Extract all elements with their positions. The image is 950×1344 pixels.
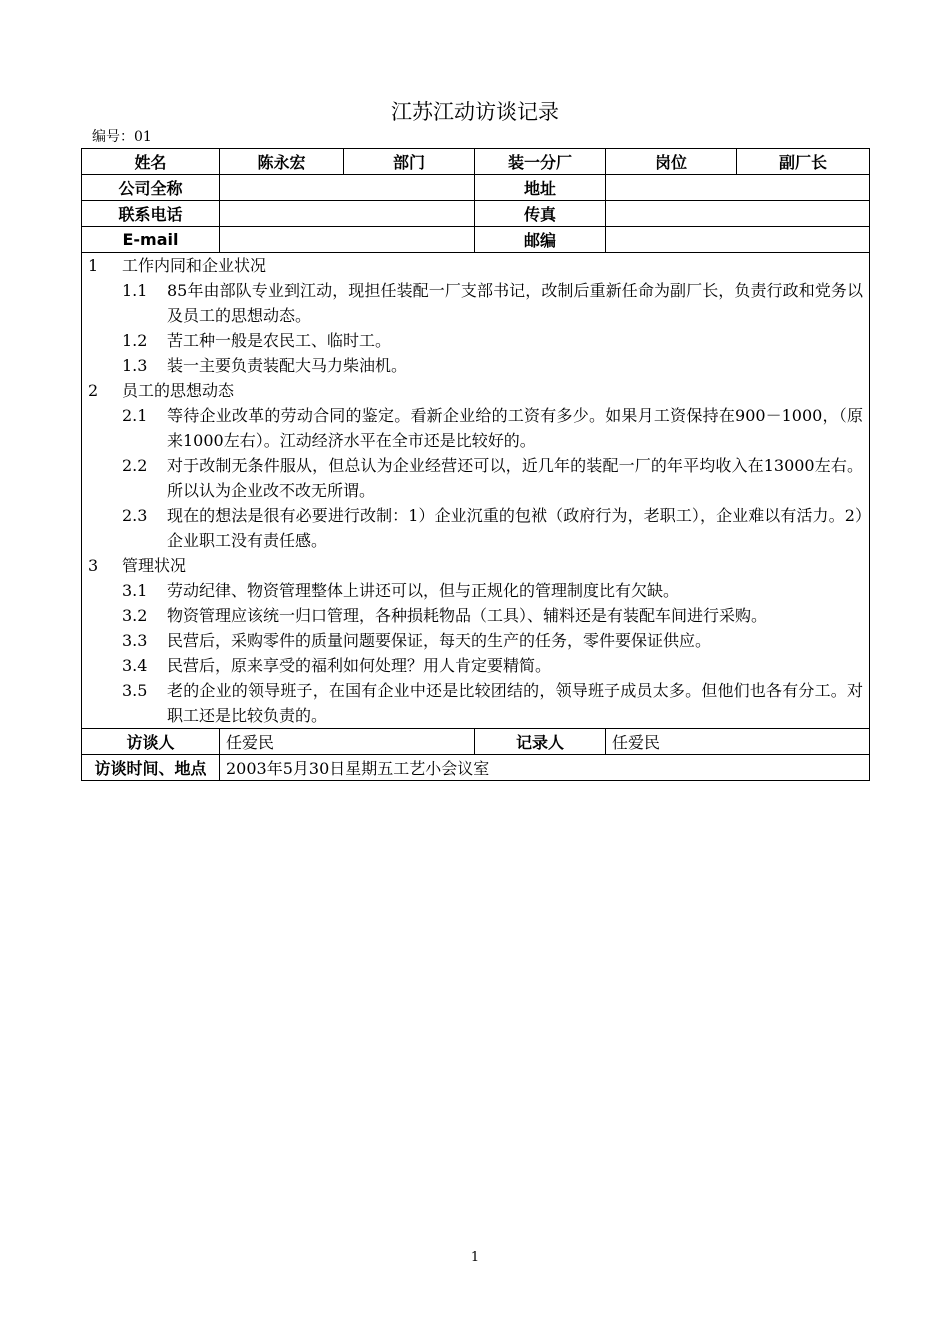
- item-text: 85年由部队专业到江动，现担任装配一厂支部书记，改制后重新任命为副厂长，负责行政和党务以及员工的思想动态。: [167, 281, 863, 325]
- section-title: 工作内同和企业状况: [122, 256, 267, 275]
- list-item: [88, 328, 863, 353]
- fax-label: 传真: [475, 201, 606, 227]
- list-item: [88, 653, 863, 678]
- postcode-label: 邮编: [475, 227, 606, 253]
- position-value: 副厂长: [737, 149, 870, 175]
- item-text: 等待企业改革的劳动合同的鉴定。看新企业给的工资有多少。如果月工资保持在900－1000，（原来1000左右）。江动经济水平在全市还是比较好的。: [167, 406, 863, 450]
- dept-value: 装一分厂: [475, 149, 606, 175]
- name-value: 陈永宏: [220, 149, 344, 175]
- item-text: 老的企业的领导班子，在国有企业中还是比较团结的，领导班子成员太多。但他们也各有分工。对职工还是比较负责的。: [167, 681, 863, 725]
- list-item: [88, 678, 863, 728]
- list-item: [88, 353, 863, 378]
- email-label: E-mail: [82, 227, 220, 253]
- list-item: [88, 578, 863, 603]
- list-item: [88, 503, 863, 553]
- section-title: 管理状况: [122, 556, 187, 575]
- section-title: 员工的思想动态: [122, 381, 235, 400]
- item-number: 2.1: [122, 406, 148, 425]
- dept-label: 部门: [344, 149, 475, 175]
- postcode-value: [606, 227, 870, 253]
- item-number: 1.1: [122, 281, 148, 300]
- table-row: [82, 227, 870, 253]
- interview-table: [81, 148, 870, 781]
- position-label: 岗位: [606, 149, 737, 175]
- page-number: 1: [470, 1250, 480, 1265]
- name-label: 姓名: [82, 149, 220, 175]
- table-row: [82, 253, 870, 729]
- time-place-value: 2003年5月30日星期五工艺小会议室: [220, 755, 870, 781]
- list-item: [88, 278, 863, 328]
- address-label: 地址: [475, 175, 606, 201]
- table-row: [82, 149, 870, 175]
- item-number: 3.2: [122, 606, 148, 625]
- item-text: 苦工种一般是农民工、临时工。: [167, 331, 392, 350]
- item-text: 装一主要负责装配大马力柴油机。: [167, 356, 408, 375]
- item-text: 民营后，原来享受的福利如何处理？用人肯定要精简。: [167, 656, 552, 675]
- table-row: [82, 755, 870, 781]
- table-row: [82, 175, 870, 201]
- section-heading: [88, 378, 863, 403]
- section-heading: [88, 253, 863, 278]
- section-number: 2: [88, 381, 99, 400]
- item-number: 2.3: [122, 506, 148, 525]
- table-row: [82, 729, 870, 755]
- item-number: 2.2: [122, 456, 148, 475]
- item-text: 对于改制无条件服从，但总认为企业经营还可以，近几年的装配一厂的年平均收入在13000左右。所以认为企业改不改无所谓。: [167, 456, 863, 500]
- table-row: [82, 201, 870, 227]
- list-item: [88, 603, 863, 628]
- interview-content: [82, 253, 870, 729]
- document-number: 编号：01: [92, 129, 152, 145]
- list-item: [88, 453, 863, 503]
- item-number: 3.4: [122, 656, 148, 675]
- item-number: 3.3: [122, 631, 148, 650]
- fax-value: [606, 201, 870, 227]
- item-text: 民营后，采购零件的质量问题要保证，每天的生产的任务，零件要保证供应。: [167, 631, 712, 650]
- section-heading: [88, 553, 863, 578]
- phone-value: [220, 201, 475, 227]
- item-number: 1.2: [122, 331, 148, 350]
- item-text: 物资管理应该统一归口管理，各种损耗物品（工具）、辅料还是有装配车间进行采购。: [167, 606, 768, 625]
- item-text: 现在的想法是很有必要进行改制：1）企业沉重的包袱（政府行为，老职工），企业难以有活力。2）企业职工没有责任感。: [167, 506, 863, 550]
- item-number: 3.5: [122, 681, 148, 700]
- item-number: 1.3: [122, 356, 148, 375]
- recorder-value: 任爱民: [606, 729, 870, 755]
- address-value: [606, 175, 870, 201]
- item-number: 3.1: [122, 581, 148, 600]
- content-sections: [88, 253, 863, 728]
- phone-label: 联系电话: [82, 201, 220, 227]
- section-number: 3: [88, 556, 99, 575]
- company-value: [220, 175, 475, 201]
- recorder-label: 记录人: [475, 729, 606, 755]
- email-value: [220, 227, 475, 253]
- interviewer-value: 任爱民: [220, 729, 475, 755]
- item-text: 劳动纪律、物资管理整体上讲还可以，但与正规化的管理制度比有欠缺。: [167, 581, 680, 600]
- company-label: 公司全称: [82, 175, 220, 201]
- list-item: [88, 628, 863, 653]
- interviewer-label: 访谈人: [82, 729, 220, 755]
- time-place-label: 访谈时间、地点: [82, 755, 220, 781]
- document-title: 江苏江动访谈记录: [391, 100, 559, 124]
- list-item: [88, 403, 863, 453]
- section-number: 1: [88, 256, 99, 275]
